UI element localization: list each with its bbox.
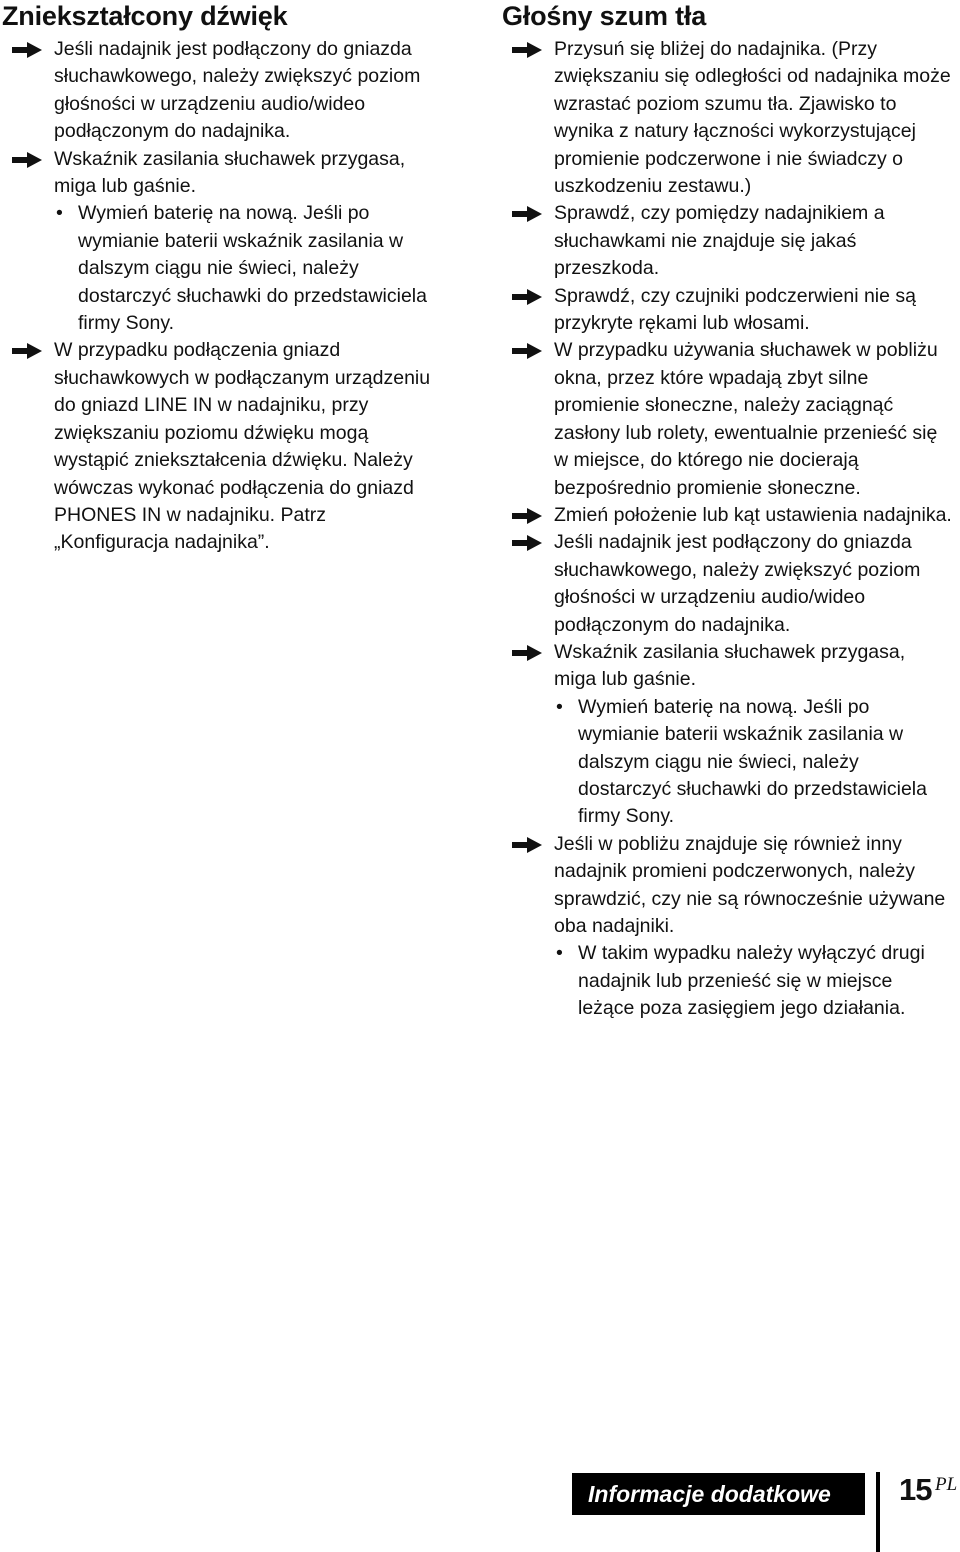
arrow-right-icon	[12, 42, 42, 58]
list-item	[502, 529, 952, 639]
list-item	[502, 337, 952, 501]
sub-list-item	[54, 200, 442, 337]
list-item	[2, 36, 442, 146]
section-title-distorted-sound: Zniekształcony dźwięk	[2, 1, 288, 31]
page-number: 15	[899, 1472, 932, 1507]
list-item	[2, 337, 442, 556]
list-item	[502, 502, 952, 529]
sub-list-item	[554, 940, 952, 1022]
arrow-right-icon	[512, 837, 542, 853]
list-item-text: Przysuń się bliżej do nadajnika. (Przy zwiększaniu się odległości od nadajnika może wzrastać poziom szumu tła. Zjawisko to wynika z natury łączności wykorzystującej promienie podczerwone i nie świadczy o uszkodzeniu zestawu.)	[554, 38, 951, 198]
list-item	[502, 831, 952, 1023]
list-item-text: Zmień położenie lub kąt ustawienia nadajnika.	[554, 503, 952, 526]
left-column	[2, 0, 442, 557]
bullet-icon: •	[56, 202, 63, 225]
bullet-icon: •	[556, 695, 563, 718]
sub-list-item-text: Wymień baterię na nową. Jeśli po wymianie baterii wskaźnik zasilania w dalszym ciągu nie świeci, należy dostarczyć słuchawki do przedstawiciela firmy Sony.	[578, 695, 927, 828]
arrow-right-icon	[512, 343, 542, 359]
list-item-text: Sprawdź, czy pomiędzy nadajnikiem a słuchawkami nie znajduje się jakaś przeszkoda.	[554, 202, 885, 280]
arrow-right-icon	[512, 289, 542, 305]
arrow-right-icon	[512, 42, 542, 58]
list-item	[2, 146, 442, 338]
arrow-right-icon	[512, 535, 542, 551]
sub-list-item	[554, 694, 952, 831]
list-item-text: W przypadku używania słuchawek w pobliżu okna, przez które wpadają zbyt silne promienie słoneczne, należy zaciągnąć zasłony lub rolety, ewentualnie przenieść się w miejsce, do którego nie docierają bezpośrednio promienie słoneczne.	[554, 339, 938, 499]
list-item	[502, 639, 952, 831]
section-title-background-noise: Głośny szum tła	[502, 1, 707, 31]
list-item-text: Jeśli nadajnik jest podłączony do gniazda słuchawkowego, należy zwiększyć poziom głośności w urządzeniu audio/wideo podłączonym do nadajnika.	[54, 38, 421, 143]
list-item	[502, 36, 952, 200]
list-item-text: Sprawdź, czy czujniki podczerwieni nie są przykryte rękami lub włosami.	[554, 284, 916, 335]
list-item-text: Wskaźnik zasilania słuchawek przygasa, miga lub gaśnie.	[54, 147, 406, 198]
list-item	[502, 283, 952, 338]
arrow-right-icon	[512, 206, 542, 222]
sub-list-item-text: W takim wypadku należy wyłączyć drugi nadajnik lub przenieść się w miejsce leżące poza zasięgiem jego działania.	[578, 942, 925, 1020]
list-item-text: W przypadku podłączenia gniazd słuchawkowych w podłączanym urządzeniu do gniazd LINE IN w nadajniku, przy zwiększaniu poziomu dźwięku mogą wystąpić zniekształcenia dźwięku. Należy wówczas wykonać podłączenia do gniazd PHONES IN w nadajniku. Patrz „Konfiguracja nadajnika”.	[54, 339, 431, 554]
arrow-right-icon	[512, 508, 542, 524]
arrow-right-icon	[512, 645, 542, 661]
list-item-text: Wskaźnik zasilania słuchawek przygasa, miga lub gaśnie.	[554, 640, 906, 691]
list-item-text: Jeśli nadajnik jest podłączony do gniazda słuchawkowego, należy zwiększyć poziom głośności w urządzeniu audio/wideo podłączonym do nadajnika.	[554, 531, 921, 636]
bullet-icon: •	[556, 942, 563, 965]
arrow-right-icon	[12, 343, 42, 359]
list-item-text: Jeśli w pobliżu znajduje się również inny nadajnik promieni podczerwonych, należy sprawdzić, czy nie są równocześnie używane oba nadajniki.	[554, 832, 946, 937]
list-item	[502, 200, 952, 282]
sub-list-item-text: Wymień baterię na nową. Jeśli po wymianie baterii wskaźnik zasilania w dalszym ciągu nie świeci, należy dostarczyć słuchawki do przedstawiciela firmy Sony.	[78, 202, 427, 335]
footer-divider	[876, 1472, 880, 1552]
arrow-right-icon	[12, 152, 42, 168]
right-column	[502, 0, 952, 1023]
footer-section-label: Informacje dodatkowe	[572, 1473, 865, 1515]
language-code: PL	[935, 1474, 958, 1495]
